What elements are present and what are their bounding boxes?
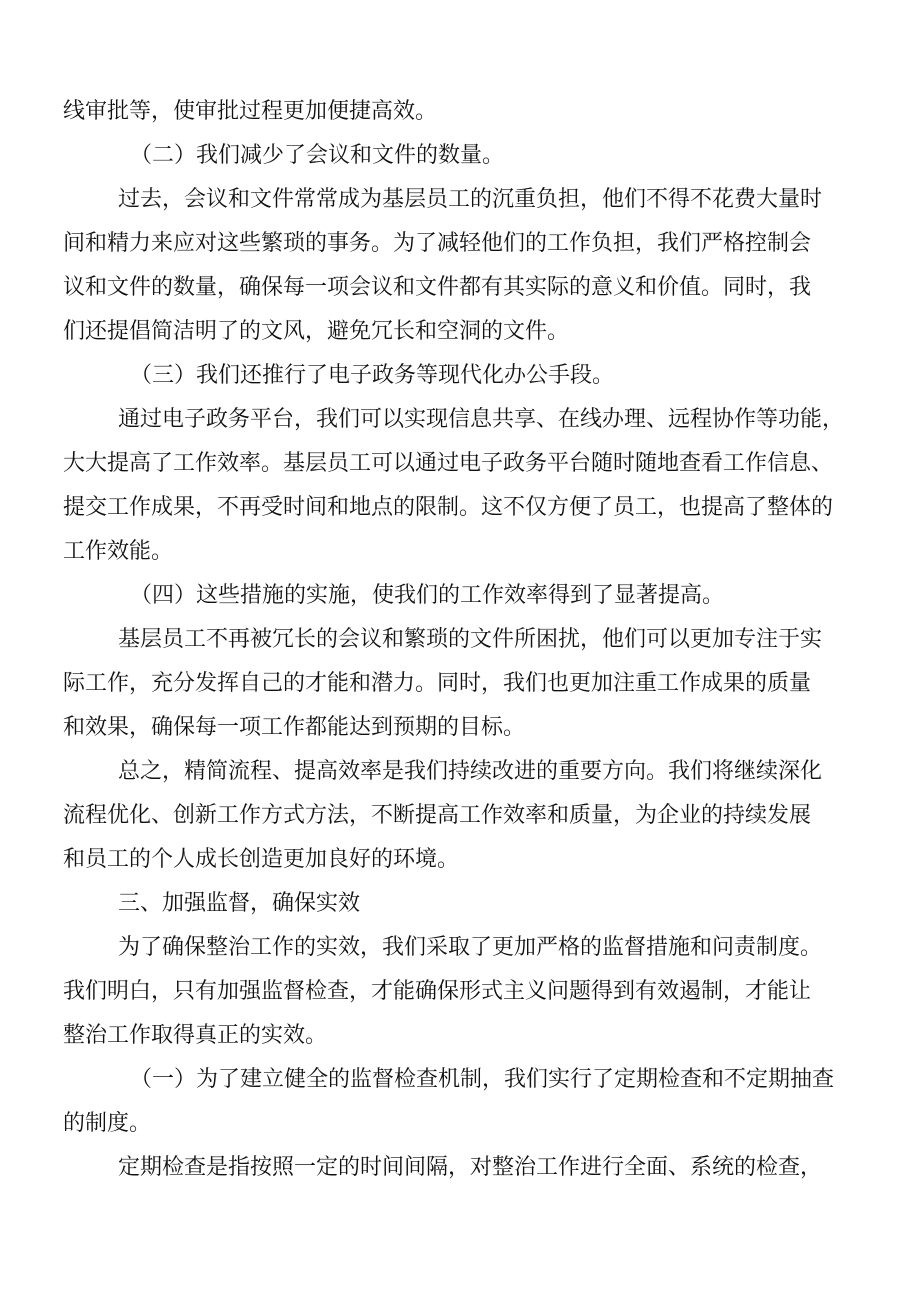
text-line: 我们明白，只有加强监督检查，才能确保形式主义问题得到有效遏制，才能让 (63, 979, 812, 1004)
text-line: 为了确保整治工作的实效，我们采取了更加严格的监督措施和问责制度。 (118, 935, 823, 960)
text-line: 总之，精简流程、提高效率是我们持续改进的重要方向。我们将继续深化 (118, 759, 823, 784)
text-line: 基层员工不再被冗长的会议和繁琐的文件所困扰，他们可以更加专注于实 (118, 627, 823, 652)
section-heading: （四）这些措施的实施，使我们的工作效率得到了显著提高。 (130, 583, 725, 608)
text-line: 通过电子政务平台，我们可以实现信息共享、在线办理、远程协作等功能， (118, 407, 845, 432)
text-line: 整治工作取得真正的实效。 (63, 1023, 328, 1048)
text-line: 线审批等，使审批过程更加便捷高效。 (63, 99, 438, 124)
text-line: 和效果，确保每一项工作都能达到预期的目标。 (63, 715, 526, 740)
text-line: 工作效能。 (63, 539, 174, 564)
text-line: 们还提倡简洁明了的文风，避免冗长和空洞的文件。 (63, 319, 570, 344)
section-heading: （二）我们减少了会议和文件的数量。 (130, 143, 505, 168)
text-line: 流程优化、创新工作方式方法，不断提高工作效率和质量，为企业的持续发展 (63, 803, 812, 828)
text-line: 过去，会议和文件常常成为基层员工的沉重负担，他们不得不花费大量时 (118, 187, 823, 212)
text-line: 定期检查是指按照一定的时间间隔，对整治工作进行全面、系统的检查， (118, 1155, 823, 1180)
text-line: 际工作，充分发挥自己的才能和潜力。同时，我们也更加注重工作成果的质量 (63, 671, 812, 696)
section-heading: （三）我们还推行了电子政务等现代化办公手段。 (130, 363, 615, 388)
text-line: 的制度。 (63, 1111, 152, 1136)
section-heading: （一）为了建立健全的监督检查机制，我们实行了定期检查和不定期抽查 (130, 1067, 835, 1092)
text-line: 和员工的个人成长创造更加良好的环境。 (63, 847, 460, 872)
text-line: 大大提高了工作效率。基层员工可以通过电子政务平台随时随地查看工作信息、 (63, 451, 834, 476)
text-line: 提交工作成果，不再受时间和地点的限制。这不仅方便了员工，也提高了整体的 (63, 495, 834, 520)
text-line: 间和精力来应对这些繁琐的事务。为了减轻他们的工作负担，我们严格控制会 (63, 231, 812, 256)
text-line: 议和文件的数量，确保每一项会议和文件都有其实际的意义和价值。同时，我 (63, 275, 812, 300)
section-heading: 三、加强监督，确保实效 (118, 891, 361, 916)
